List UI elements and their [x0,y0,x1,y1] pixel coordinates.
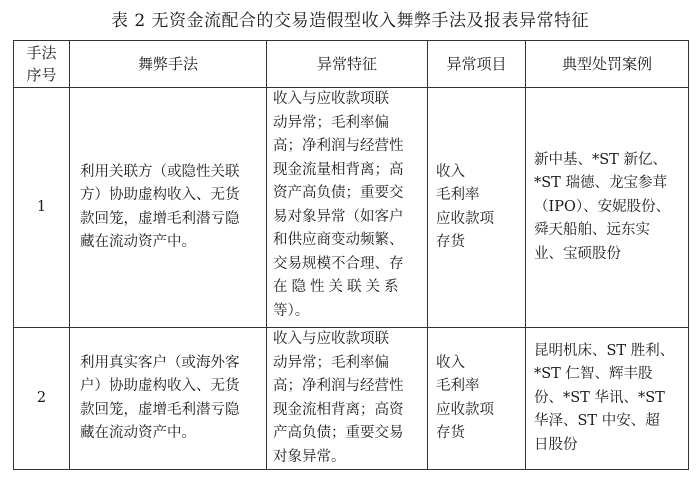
row-method: 利用关联方（或隐性关联 方）协助虚构收入、无货 款回笼，虚增毛利潜亏隐 藏在流动资产中。 [70,88,267,328]
header-item: 异常项目 [428,41,526,88]
row-cases: 新中基、*ST 新亿、 *ST 瑞德、龙宝参茸 （IPO）、安妮股份、 舜天船舶、远东实 业、宝硕股份 [526,88,689,328]
table-caption: 表 2 无资金流配合的交易造假型收入舞弊手法及报表异常特征 [110,11,590,31]
fraud-methods-table [13,40,689,470]
header-method: 舞弊手法 [70,41,267,88]
row-seq: 1 [14,88,70,328]
row-method: 利用真实客户（或海外客 户）协助虚构收入、无货 款回笼，虚增毛利潜亏隐 藏在流动资产中。 [70,328,267,470]
row-cases: 昆明机床、ST 胜利、 *ST 仁智、辉丰股 份、*ST 华讯、*ST 华泽、ST 中安、超 日股份 [526,328,689,470]
header-row [14,41,689,88]
row-feature: 收入与应收款项联 动异常；毛利率偏 高；净利润与经营性 现金流量相背离；高 资产高负债；重要交 易对象异常（如客户 和供应商变动频繁、 交易规模不合理、存 在隐性关联关系 等）。 [267,88,428,328]
header-seq: 手法 序号 [14,41,70,88]
row-item: 收入 毛利率 应收款项 存货 [428,88,526,328]
table-row [14,328,689,470]
row-seq: 2 [14,328,70,470]
header-cases: 典型处罚案例 [526,41,689,88]
row-feature: 收入与应收款项联 动异常；毛利率偏 高；净利润与经营性 现金流相背离；高资 产高负债；重要交易 对象异常。 [267,328,428,470]
row-item: 收入 毛利率 应收款项 存货 [428,328,526,470]
table-row [14,88,689,328]
header-feature: 异常特征 [267,41,428,88]
